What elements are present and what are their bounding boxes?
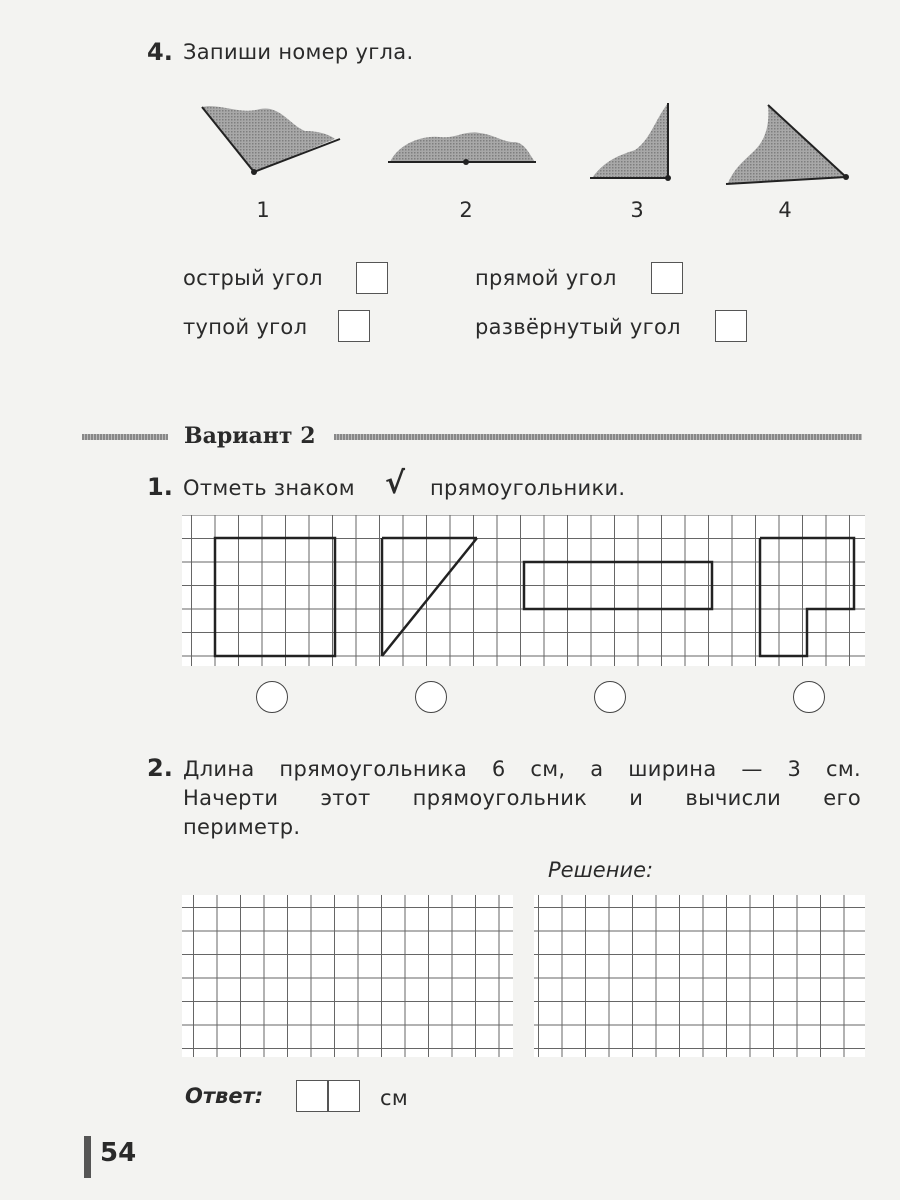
acute-angle-label: острый угол	[183, 266, 323, 290]
task2-number: 2.	[147, 754, 173, 782]
shape-square	[215, 538, 335, 656]
page-number-bar	[84, 1136, 91, 1178]
angle-figure-4	[726, 105, 849, 184]
rectangle-answer-circle[interactable]	[594, 681, 626, 713]
solution-grid[interactable]	[534, 895, 865, 1057]
solution-label: Решение:	[548, 858, 654, 882]
task1-number: 1.	[147, 473, 173, 501]
angle-label-3: 3	[630, 198, 644, 222]
task2-line2: Начерти этот прямоугольник и вычисли его	[183, 786, 861, 810]
divider-left	[82, 434, 168, 440]
task1-text-after: прямоугольники.	[430, 476, 626, 500]
angle-label-1: 1	[256, 198, 270, 222]
acute-angle-answer-box[interactable]	[356, 262, 388, 294]
task4-text: Запиши номер угла.	[183, 40, 414, 64]
shape-rectangle	[524, 562, 712, 609]
obtuse-angle-answer-box[interactable]	[338, 310, 370, 342]
variant-title: Вариант 2	[184, 423, 316, 449]
triangle-answer-circle[interactable]	[415, 681, 447, 713]
angle-figure-1	[202, 106, 340, 175]
l-figure-answer-circle[interactable]	[793, 681, 825, 713]
shapes-drawing	[182, 515, 866, 667]
task4-number: 4.	[147, 38, 173, 66]
page-number: 54	[100, 1138, 137, 1168]
task2-line1: Длина прямоугольника 6 см, а ширина — 3 см.	[183, 757, 861, 781]
task2-line3: периметр.	[183, 815, 301, 839]
right-angle-answer-box[interactable]	[651, 262, 683, 294]
straight-angle-answer-box[interactable]	[715, 310, 747, 342]
angle-figure-3	[590, 103, 671, 181]
square-answer-circle[interactable]	[256, 681, 288, 713]
angle-label-2: 2	[459, 198, 473, 222]
task1-text-before: Отметь знаком	[183, 476, 355, 500]
shape-l-figure	[760, 538, 854, 656]
angle-label-4: 4	[778, 198, 792, 222]
straight-angle-label: развёрнутый угол	[475, 315, 681, 339]
angle-figure-2	[388, 132, 536, 165]
check-mark-icon: √	[385, 466, 406, 501]
answer-box-divider	[327, 1081, 329, 1111]
right-angle-label: прямой угол	[475, 266, 617, 290]
obtuse-angle-label: тупой угол	[183, 315, 308, 339]
angle-figures	[180, 95, 880, 195]
divider-right	[334, 434, 862, 440]
drawing-grid[interactable]	[182, 895, 513, 1057]
answer-label: Ответ:	[185, 1084, 264, 1108]
shape-triangle	[382, 538, 477, 656]
answer-unit: см	[380, 1086, 408, 1110]
answer-box[interactable]	[296, 1080, 360, 1112]
